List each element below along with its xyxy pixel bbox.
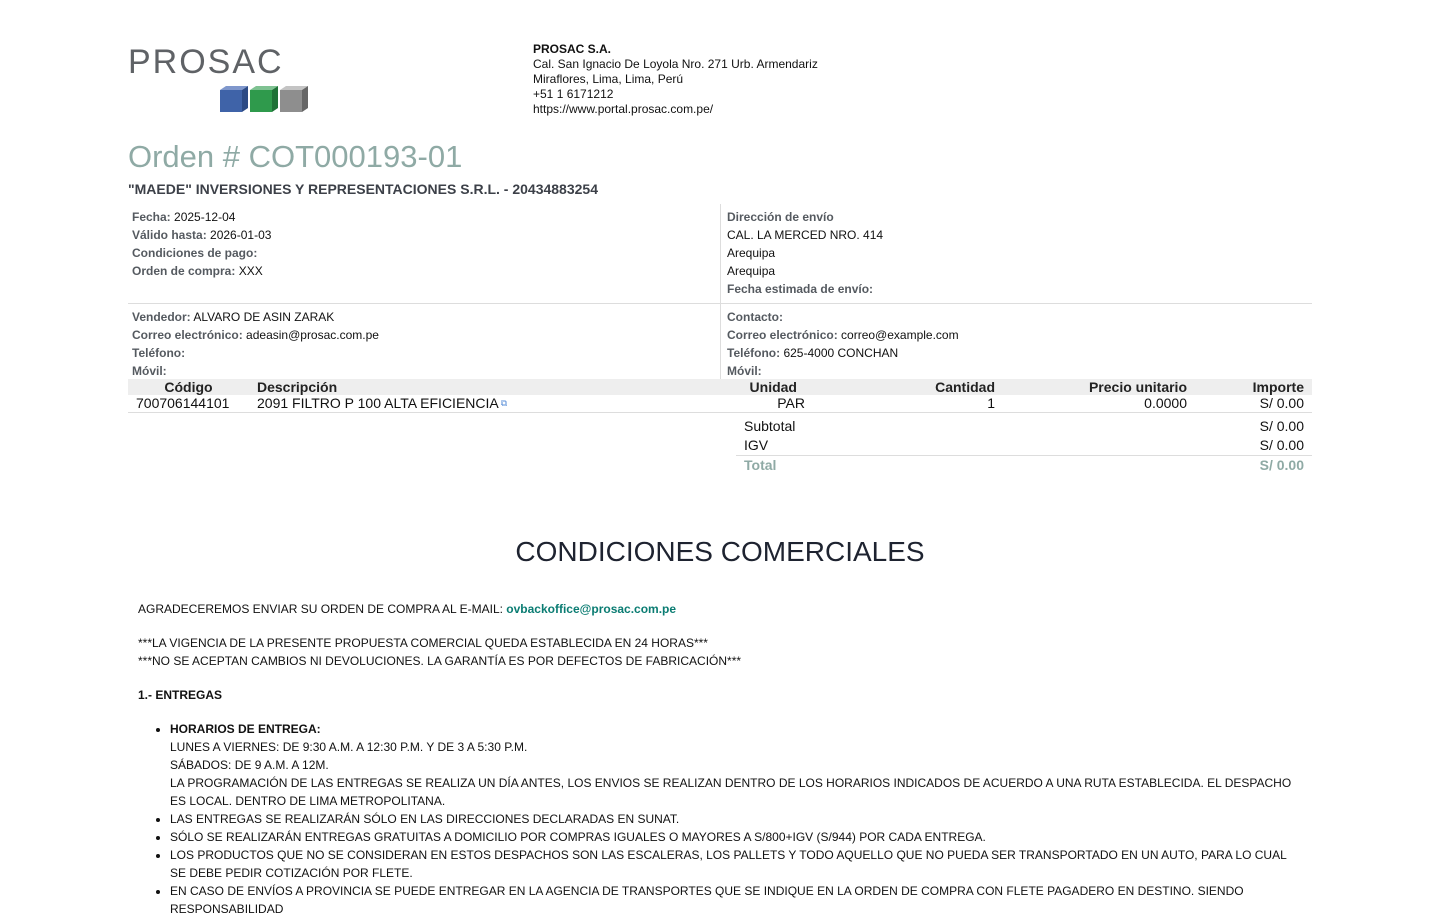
row-unidad: PAR [699, 395, 805, 413]
envio-line1: CAL. LA MERCED NRO. 414 [727, 228, 884, 242]
row-descripcion: 2091 FILTRO P 100 ALTA EFICIENCIA [257, 395, 499, 411]
entregas-list [138, 720, 1298, 918]
fecha-label: Fecha: [132, 210, 171, 224]
igv-label: IGV [744, 437, 769, 453]
subtotal-value: S/ 0.00 [1259, 418, 1304, 434]
horarios-line3: LA PROGRAMACIÓN DE LAS ENTREGAS SE REALIZA UN DÍA ANTES, LOS ENVIOS SE REALIZAN DENTRO DE LOS HORARIOS INDICADOS DE ACUERDO A UNA RUTA ESTABLECIDA. EL DESPACHO ES LOCAL. DENTRO DE LIMA METROPOLITANA. [170, 776, 1292, 808]
conditions-title: CONDICIONES COMERCIALES [515, 536, 925, 567]
horarios-title: • HORARIOS DE ENTREGA: [170, 722, 321, 736]
external-link-icon[interactable]: ⧉ [500, 398, 508, 408]
cubes-logo-icon [218, 84, 308, 114]
vendedor-label: Vendedor: [132, 310, 191, 324]
info-row-contacts [128, 303, 1312, 385]
row-cantidad: 1 [805, 395, 1003, 413]
no-cambios-note: ***NO SE ACEPTAN CAMBIOS NI DEVOLUCIONES. LA GARANTÍA ES POR DEFECTOS DE FABRICACIÓN*** [138, 654, 742, 668]
list-item: • EN CASO DE ENVÍOS A PROVINCIA SE PUEDE ENTREGAR EN LA AGENCIA DE TRANSPORTES QUE SE INDIQUE EN LA ORDEN DE COMPRA CON FLETE PAGADERO EN DESTINO. SIENDO RESPONSABILIDAD [170, 882, 1298, 918]
contact-movil-label: Móvil: [727, 364, 762, 378]
company-address-line2: Miraflores, Lima, Lima, Perú [533, 72, 684, 86]
col-precio: Precio unitario [1003, 379, 1195, 395]
list-item: • LOS PRODUCTOS QUE NO SE CONSIDERAN EN ESTOS DESPACHOS SON LAS ESCALERAS, LOS PALLETS Y TODO AQUELLO QUE NO PUEDA SER TRANSPORTADO EN UN AUTO, PARA LO CUAL SE DEBE PEDIR COTIZACIÓN POR FLETE. [170, 846, 1298, 882]
list-item: • SÓLO SE REALIZARÁN ENTREGAS GRATUITAS A DOMICILIO POR COMPRAS IGUALES O MAYORES A S/800+IGV (S/944) POR CADA ENTREGA. [170, 828, 1298, 846]
vendedor-value: ALVARO DE ASIN ZARAK [193, 310, 335, 324]
condiciones-pago-label: Condiciones de pago: [132, 246, 258, 260]
contact-correo-label: Correo electrónico: [727, 328, 838, 342]
col-cantidad: Cantidad [805, 379, 1003, 395]
movil-label: Móvil: [132, 364, 167, 378]
row-precio: 0.0000 [1003, 395, 1195, 413]
horarios-line2: SÁBADOS: DE 9 A.M. A 12M. [170, 758, 329, 772]
row-descripcion-cell [249, 395, 699, 413]
envio-label: Dirección de envío [727, 210, 834, 224]
company-address [533, 42, 818, 117]
orden-compra-label: Orden de compra: [132, 264, 236, 278]
customer-name: "MAEDE" INVERSIONES Y REPRESENTACIONES S.R.L. - 20434883254 [128, 181, 598, 197]
order-info [128, 204, 1312, 385]
order-dates [128, 204, 720, 303]
row-importe: S/ 0.00 [1195, 395, 1312, 413]
fecha-envio-label: Fecha estimada de envío: [727, 282, 874, 296]
totals-block [736, 417, 1312, 475]
total-row [736, 455, 1312, 475]
total-label: Total [744, 457, 777, 473]
envio-line2: Arequipa [727, 246, 776, 260]
envio-line3: Arequipa [727, 264, 776, 278]
table-header-row [128, 379, 1312, 395]
company-address-line1: Cal. San Ignacio De Loyola Nro. 271 Urb. Armendariz [533, 57, 818, 71]
valido-label: Válido hasta: [132, 228, 207, 242]
col-descripcion: Descripción [249, 379, 699, 395]
email-intro: AGRADECEREMOS ENVIAR SU ORDEN DE COMPRA AL E-MAIL: [138, 602, 507, 616]
col-codigo: Código [128, 379, 249, 395]
total-value: S/ 0.00 [1259, 457, 1304, 473]
igv-row [736, 436, 1312, 455]
contact-info [720, 304, 1312, 385]
info-row-dates [128, 204, 1312, 303]
order-lines-table [128, 379, 1312, 413]
col-importe: Importe [1195, 379, 1312, 395]
logo-wordmark: PROSAC [128, 43, 284, 81]
conditions-body [138, 600, 1298, 918]
company-name: PROSAC S.A. [533, 42, 612, 56]
contact-correo-value[interactable]: correo@example.com [841, 328, 959, 342]
contacto-label: Contacto: [727, 310, 783, 324]
fecha-value: 2025-12-04 [174, 210, 236, 224]
section-entregas-heading: 1.- ENTREGAS [138, 688, 223, 702]
contact-telefono-value: 625-4000 CONCHAN [783, 346, 899, 360]
order-title: Orden # COT000193-01 [128, 139, 463, 174]
valido-value: 2026-01-03 [210, 228, 272, 242]
company-phone: +51 1 6171212 [533, 87, 614, 101]
list-item [170, 720, 1298, 810]
horarios-line1: LUNES A VIERNES: DE 9:30 A.M. A 12:30 P.M. Y DE 3 A 5:30 P.M. [170, 740, 528, 754]
telefono-label: Teléfono: [132, 346, 186, 360]
orden-compra-value: XXX [238, 264, 263, 278]
contact-telefono-label: Teléfono: [727, 346, 781, 360]
backoffice-email-link[interactable]: ovbackoffice@prosac.com.pe [506, 602, 677, 616]
vigencia-note: ***LA VIGENCIA DE LA PRESENTE PROPUESTA COMERCIAL QUEDA ESTABLECIDA EN 24 HORAS*** [138, 636, 708, 650]
email-instruction [138, 600, 1298, 618]
correo-label: Correo electrónico: [132, 328, 243, 342]
subtotal-row [736, 417, 1312, 436]
prosac-logo [128, 44, 308, 114]
correo-value[interactable]: adeasin@prosac.com.pe [246, 328, 379, 342]
row-codigo: 700706144101 [128, 395, 249, 413]
table-row [128, 395, 1312, 413]
col-unidad: Unidad [699, 379, 805, 395]
igv-value: S/ 0.00 [1259, 437, 1304, 453]
subtotal-label: Subtotal [744, 418, 796, 434]
seller-info [128, 304, 720, 385]
shipping-address [720, 204, 1312, 303]
company-website[interactable]: https://www.portal.prosac.com.pe/ [533, 102, 714, 116]
list-item: • LAS ENTREGAS SE REALIZARÁN SÓLO EN LAS DIRECCIONES DECLARADAS EN SUNAT. [170, 810, 1298, 828]
